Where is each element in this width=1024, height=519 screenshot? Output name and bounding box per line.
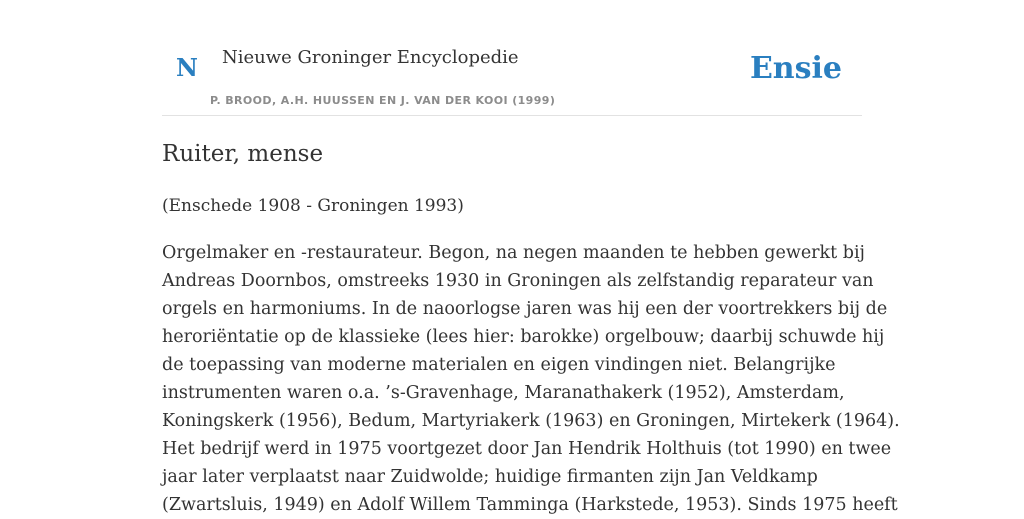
- entry-body-line: Koningskerk (1956), Bedum, Martyriakerk (1963) en Groningen, Mirtekerk (1964).: [162, 411, 900, 431]
- entry-body-line: de toepassing van moderne materialen en eigen vindingen niet. Belangrijke: [162, 355, 836, 375]
- entry-subtitle: (Enschede 1908 - Groningen 1993): [162, 196, 464, 216]
- entry-body-line: Orgelmaker en -restaurateur. Begon, na negen maanden te hebben gewerkt bij: [162, 243, 865, 263]
- entry-body-line: Het bedrijf werd in 1975 voortgezet door Jan Hendrik Holthuis (tot 1990) en twee: [162, 439, 892, 459]
- book-logo-icon[interactable]: N: [176, 53, 198, 82]
- entry-body-line: Andreas Doornbos, omstreeks 1930 in Groningen als zelfstandig reparateur van: [162, 271, 874, 291]
- entry-body: [162, 239, 900, 519]
- ensie-logo-link[interactable]: Ensie: [749, 51, 842, 86]
- page: [162, 0, 900, 515]
- entry-body-line: instrumenten waren o.a. ’s-Gravenhage, Maranathakerk (1952), Amsterdam,: [162, 383, 845, 403]
- book-title-link[interactable]: Nieuwe Groninger Encyclopedie: [222, 47, 519, 68]
- entry-title: Ruiter, mense: [162, 141, 324, 167]
- entry-body-line: heroriëntatie op de klassieke (lees hier: barokke) orgelbouw; daarbij schuwde hij: [162, 327, 885, 347]
- entry-body-line: orgels en harmoniums. In de naoorlogse jaren was hij een der voortrekkers bij de: [162, 299, 888, 319]
- book-authors: P. BROOD, A.H. HUUSSEN EN J. VAN DER KOOI (1999): [210, 94, 556, 107]
- entry-body-line: (Zwartsluis, 1949) en Adolf Willem Tamminga (Harkstede, 1953). Sinds 1975 heeft: [162, 495, 898, 515]
- entry-body-line: jaar later verplaatst naar Zuidwolde; huidige firmanten zijn Jan Veldkamp: [162, 467, 818, 487]
- book-header: [162, 0, 862, 116]
